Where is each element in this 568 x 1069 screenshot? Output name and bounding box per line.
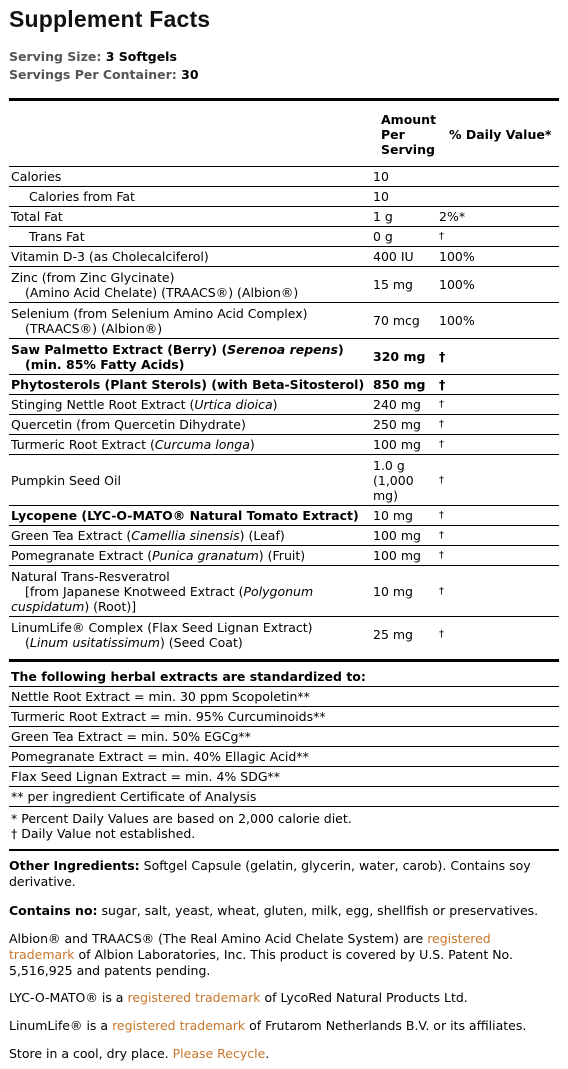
amount-per-serving-header: Amount Per Serving xyxy=(381,112,437,157)
table-row: Natural Trans-Resveratrol [from Japanese Knotweed Extract (Polygonum cuspidatum) (Root)] 10 mg † xyxy=(9,566,559,617)
list-item: Pomegranate Extract = min. 40% Ellagic Acid** xyxy=(9,747,559,767)
top-thick-rule xyxy=(9,98,559,101)
table-row: Pumpkin Seed Oil 1.0 g (1,000 mg) † xyxy=(9,455,559,506)
list-item: Turmeric Root Extract = min. 95% Curcuminoids** xyxy=(9,707,559,727)
footnotes-row xyxy=(9,807,559,844)
storage-note: Store in a cool, dry place. Please Recycle. xyxy=(9,1046,270,1061)
table-row: Stinging Nettle Root Extract (Urtica dioica) 240 mg † xyxy=(9,395,559,415)
mid-thick-rule xyxy=(9,659,559,662)
list-item: Flax Seed Lignan Extract = min. 4% SDG** xyxy=(9,767,559,787)
list-item: ** per ingredient Certificate of Analysis xyxy=(9,787,559,807)
footnote-daily-values: * Percent Daily Values are based on 2,000 calorie diet. xyxy=(11,811,352,826)
standardized-heading-row: The following herbal extracts are standardized to: xyxy=(11,668,366,684)
registered-trademark-link[interactable]: registered trademark xyxy=(127,990,261,1005)
table-row: Saw Palmetto Extract (Berry) (Serenoa repens) (min. 85% Fatty Acids) 320 mg † xyxy=(9,339,559,375)
table-row: Trans Fat 0 g † xyxy=(9,227,559,247)
table-row: Phytosterols (Plant Sterols) (with Beta-Sitosterol) 850 mg † xyxy=(9,375,559,395)
table-row: Total Fat 1 g 2%* xyxy=(9,207,559,227)
table-row: LinumLife® Complex (Flax Seed Lignan Extract) (Linum usitatissimum) (Seed Coat) 25 mg † xyxy=(9,617,559,653)
bottom-thick-rule xyxy=(9,849,559,851)
table-row: Calories from Fat 10 xyxy=(9,187,559,207)
table-row: Calories 10 xyxy=(9,167,559,187)
table-row: Quercetin (from Quercetin Dihydrate) 250 mg † xyxy=(9,415,559,435)
list-item: Nettle Root Extract = min. 30 ppm Scopoletin** xyxy=(9,687,559,707)
registered-trademark-link[interactable]: registered trademark xyxy=(9,931,491,962)
standardized-extracts xyxy=(9,666,559,843)
servings-per-container: Servings Per Container: 30 xyxy=(9,67,199,82)
table-row: Green Tea Extract (Camellia sinensis) (Leaf) 100 mg † xyxy=(9,526,559,546)
table-row: Selenium (from Selenium Amino Acid Complex) (TRAACS®) (Albion®) 70 mcg 100% xyxy=(9,303,559,339)
albion-trademark-notice: Albion® and TRAACS® (The Real Amino Acid Chelate System) are registered trademark of Albion Laboratories, Inc. This product is covered by U.S. Patent No. 5,516,925 and patents pending. xyxy=(9,931,513,978)
serving-info xyxy=(9,48,199,84)
footnote-dagger: † Daily Value not established. xyxy=(11,826,196,841)
table-row: Pomegranate Extract (Punica granatum) (Fruit) 100 mg † xyxy=(9,546,559,566)
linumlife-trademark-notice: LinumLife® is a registered trademark of Frutarom Netherlands B.V. or its affiliates. xyxy=(9,1018,527,1033)
other-ingredients: Other Ingredients: Softgel Capsule (gelatin, glycerin, water, carob). Contains soy derivative. xyxy=(9,858,531,889)
serving-size: Serving Size: 3 Softgels xyxy=(9,49,177,64)
nutrient-table xyxy=(9,166,559,653)
registered-trademark-link[interactable]: registered trademark xyxy=(112,1018,246,1033)
table-row: Turmeric Root Extract (Curcuma longa) 100 mg † xyxy=(9,435,559,455)
daily-value-header: % Daily Value* xyxy=(449,127,552,142)
panel-title: Supplement Facts xyxy=(9,6,211,32)
please-recycle-link[interactable]: Please Recycle xyxy=(172,1046,266,1061)
contains-no: Contains no: sugar, salt, yeast, wheat, gluten, milk, egg, shellfish or preservatives. xyxy=(9,903,539,918)
list-item: Green Tea Extract = min. 50% EGCg** xyxy=(9,727,559,747)
table-row: Zinc (from Zinc Glycinate) (Amino Acid Chelate) (TRAACS®) (Albion®) 15 mg 100% xyxy=(9,267,559,303)
table-row: Lycopene (LYC-O-MATO® Natural Tomato Extract) 10 mg † xyxy=(9,506,559,526)
table-row: Vitamin D-3 (as Cholecalciferol) 400 IU 100% xyxy=(9,247,559,267)
lycomato-trademark-notice: LYC-O-MATO® is a registered trademark of LycoRed Natural Products Ltd. xyxy=(9,990,468,1005)
